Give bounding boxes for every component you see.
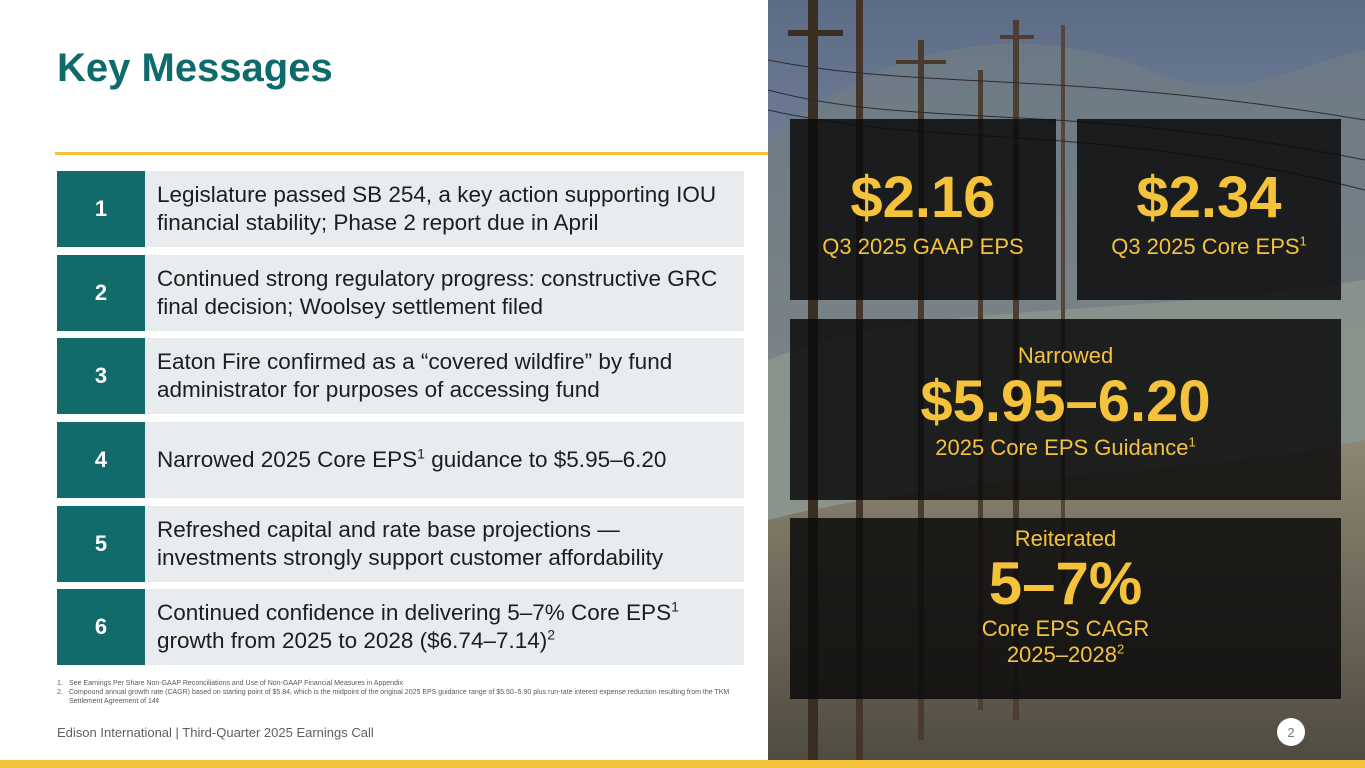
message-text: Narrowed 2025 Core EPS$^1$ guidance to $5.95–6.20 (157, 445, 667, 472)
message-text: Eaton Fire confirmed as a “covered wildfire” by fund administrator for purposes of accessing fund (157, 349, 673, 402)
guidance-kicker: Narrowed (1017, 343, 1114, 368)
message-number: 5 (57, 506, 145, 582)
gaap-eps-label: Q3 2025 GAAP EPS (822, 234, 1024, 259)
message-row-1 (57, 171, 744, 247)
message-row-6 (57, 589, 744, 665)
page-number-badge: 2 (1277, 718, 1305, 746)
cagr-kicker: Reiterated (1014, 526, 1117, 551)
message-row-4 (57, 422, 744, 498)
message-text: Legislature passed SB 254, a key action supporting IOU financial stability; Phase 2 report due in April (157, 182, 717, 235)
core-eps-value: $2.34 (1136, 165, 1282, 230)
message-number: 1 (57, 171, 145, 247)
guidance-card (790, 319, 1341, 500)
footnote-2: 2. Compound annual growth rate (CAGR) based on starting point of $5.84, which is the midpoint of the original 2025 EPS guidance range of $5.50–5.90 plus run-rate interest expense reduction resulting from the TKM Settlement Agreement of 14¢ (57, 689, 730, 705)
bottom-accent-bar (0, 760, 1365, 768)
message-row-2 (57, 255, 744, 331)
message-number: 2 (57, 255, 145, 331)
guidance-value: $5.95–6.20 (920, 369, 1211, 434)
gaap-eps-value: $2.16 (850, 165, 996, 230)
message-number: 4 (57, 422, 145, 498)
message-row-5 (57, 506, 744, 582)
footnotes (57, 679, 757, 706)
footnote-ref: 2 (1116, 641, 1125, 657)
footnote-ref: 1 (1188, 434, 1196, 450)
message-text: Refreshed capital and rate base projections — investments strongly support customer affordability (157, 517, 664, 570)
cagr-label-1: Core EPS CAGR (981, 616, 1150, 641)
message-text: Continued confidence in delivering 5–7% Core EPS$^1$ growth from 2025 to 2028 ($6.74–7.14)$^2$ (157, 598, 679, 653)
footnote-1: 1. See Earnings Per Share Non-GAAP Reconciliations and Use of Non-GAAP Financial Measures in Appendix (57, 680, 403, 687)
footnote-ref: 1 (671, 598, 679, 615)
gaap-eps-card (790, 119, 1056, 300)
message-row-3 (57, 338, 744, 414)
footnote-ref: 1 (1299, 233, 1307, 249)
message-number: 6 (57, 589, 145, 665)
slide-footer: Edison International | Third-Quarter 2025 Earnings Call (57, 725, 374, 740)
cagr-label-2: 2025–2028$^2$ (1006, 641, 1125, 667)
guidance-label: 2025 Core EPS Guidance$^1$ (935, 434, 1196, 460)
page-title: Key Messages (57, 46, 333, 90)
core-eps-label: Q3 2025 Core EPS$^1$ (1111, 233, 1307, 259)
footnote-ref: 2 (547, 626, 556, 643)
core-eps-card (1077, 119, 1341, 300)
title-divider (55, 152, 775, 155)
cagr-card (790, 518, 1341, 699)
footnote-ref: 1 (417, 445, 425, 462)
message-number: 3 (57, 338, 145, 414)
message-text: Continued strong regulatory progress: constructive GRC final decision; Woolsey settlement filed (157, 266, 718, 319)
cagr-value: 5–7% (988, 550, 1143, 617)
